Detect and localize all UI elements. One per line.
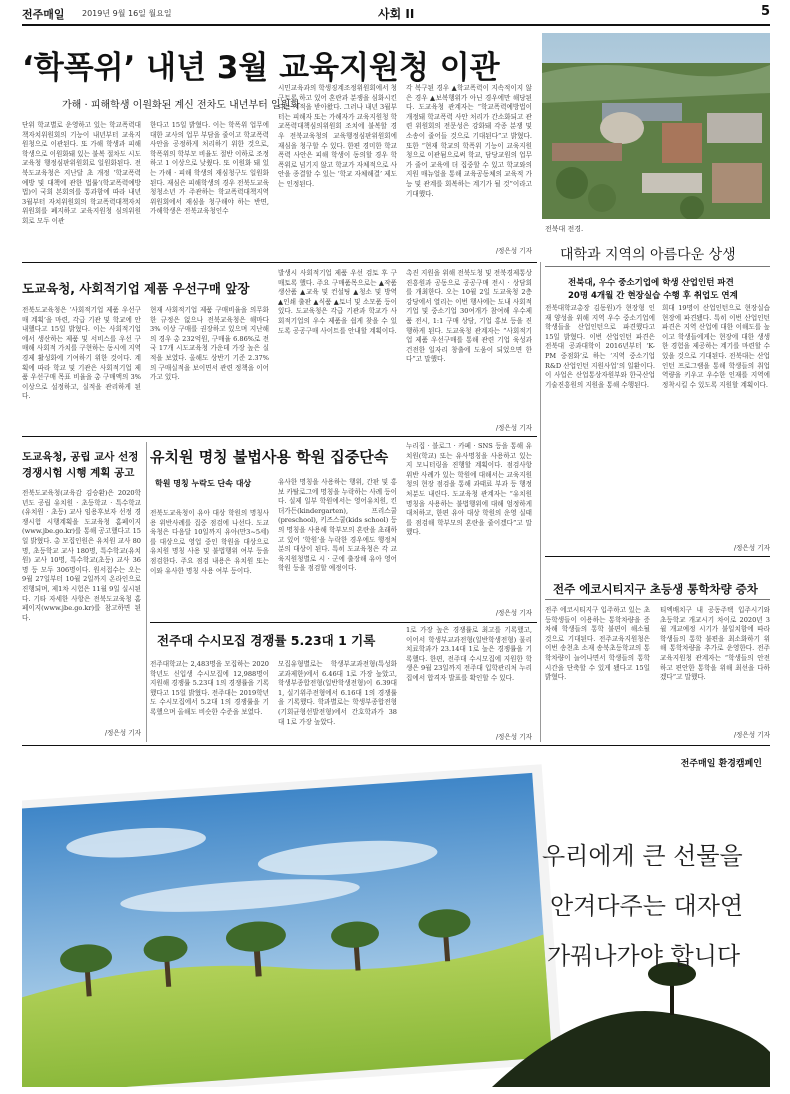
exam-col-2: 모집유형별로는 학생부교과전형(특성화교과제한)에서 6.46대 1로 가장 높았고, 학생부종합전형(일반학생전형)이 6.39대 1, 실기위주전형에서 6.16대 1의 경쟁률을 기록했다. 학과별로는 학생부종합전형(기회균형선발전형)에서 간호학과가 38대 1로 가장 높았다. [278,660,397,726]
univ-subhead-1: 전북대, 우수 중소기업에 학생 산업인턴 파견 [568,278,734,288]
univ-headline: 대학과 지역의 아름다운 상생 [560,247,736,263]
campaign-top-rule [22,745,770,746]
hire-divider [146,442,147,742]
lead-col-1: 단위 학교별로 운영하고 있는 학교폭력대책자치위원회의 기능이 내년부터 교육지원청으로 이관된다. 또 가해 학생과 피해 학생으로 이원화돼 있는 불복 절차도 시도교육청 행정심판위원회로 일원화된다. 전북도교육청은 지난달 초 개정 ‘학교폭력 예방 및 대책에 관한 법률’(학교폭력예방법)이 국회 본회의를 통과함에 따라 내년 3월부터 자치위원회의 학교폭력대책자치위원회를 폐지하고 교육지원청 심의위원회로 모두 이관 [22,121,141,225]
kinder-col-1: 전북도교육청이 유아 대상 학원의 명칭사용 위반사례를 집중 점검에 나선다. 도교육청은 다음달 10일까지 유아(만3~5세)를 대상으로 영업 중인 학원을 대상으로 유치원 명칭 사용 및 불법행위 여부 등을 점검한다. 주요 점검 내용은 유치원 또는 이와 유사한 명칭 사용 여부 등이다. [150,509,269,575]
product-col-4: 촉진 지원을 위해 전북도청 및 전북경제통상진흥원과 공동으로 공공구매 전시 · 상담회를 개최한다. 오는 10월 2일 도교육청 2층 강당에서 열리는 이번 행사에는 도내 사회적기업 및 중소기업 30여개가 참여해 우수제품 전시, 1:1 구매 상담, 기업 홍보 등을 진행하게 된다. 도교육청 관계자는 “사회적기업 제품 우선구매를 통해 관련 기업 육성과 건전한 일자리 창출에 도움이 되었으면 한다”고 말했다. [406,269,532,364]
kinder-col-3: 누리집 · 블로그 · 카페 · SNS 등을 통해 유치원(학교) 또는 유사명칭을 사용하고 있는지 모니터링을 진행할 계획이다. 점검사항 위반 사례가 있는 학원에 대해서는 교육지원청의 현장 점검을 통해 과태료 부과 등 행정처분도 내린다. 도교육청 관계자는 “유치원 명칭을 사용하는 불법행위에 대해 엄정하게 대처하고, 한편 유아 대상 학원의 운영 실태를 점검해 학부모의 혼란을 줄이겠다”고 말했다. [406,442,532,537]
lead-col-4: 각 복구된 경우 ▲학교폭력이 지속적이지 않은 경우 ▲보복행위가 아닌 경우에만 해당된다. 도교육청 관계자는 “학교폭력예방법이 개정돼 학교폭력 사안 처리가 간소화되고 관련 위원회의 전문성은 강화돼 각종 분쟁 및 소송이 줄어들 것으로 기대된다”고 밝혔다. 또한 “현재 학교의 학폭위 기능이 교육지원청으로 이관됨으로써 학교, 담당교원의 업무가 줄어 교육에 더 집중할 수 있고 학교와의 지원 매뉴얼을 통해 교육공동체의 교육적 가능 및 관계를 회복하는 계기가 될 것”이라고 기대했다. [406,84,532,198]
issue-date: 2019년 9월 16일 월요일 [82,9,172,18]
exam-headline: 전주대 수시모집 경쟁률 5.23대 1 기록 [157,633,376,648]
campaign-line-2: 안겨다주는 대자연 [550,892,744,920]
masthead: 전주매일 [22,8,65,21]
univ-col-1: 전북대학교총장 김동원)가 현장형 인재 양성을 위해 지역 우수 중소기업에 학생들을 산업인턴으로 파견했다고 15일 밝혔다. 이번 산업인턴 파견은 전북대 공과대학이 2016년부터 ‘K-PM 중점화’로 하는 ‘지역 중소기업 R&D 산업인턴 지원사업’의 일환이다. 이 사업은 산업통상자원부와 한국산업기술진흥원의 지원을 통해 수행된다. [545,304,655,389]
eco-col-3: 티엑배치구 내 공동주택 입주시기와 초등학교 개교시기 차이로 2020년 3월 개교예정 시기가 불일치함에 따라 학생들의 통학 불편을 최소화하기 위해 통학차량을 추가로 운영한다. 전주교육지원청 관계자는 “학생들의 안전하고 편안한 통학을 위해 최선을 다하겠다”고 말했다. [660,606,770,682]
lead-divider [22,262,537,263]
campus-photo [542,33,770,219]
lead-byline: /정은성 기자 [495,247,532,255]
right-column-divider [540,262,541,742]
kinder-divider [150,622,537,623]
univ-rule [545,266,770,267]
eco-headline: 전주 에코시티지구 초등생 통학차량 증차 [553,582,758,596]
page-header [22,4,770,24]
campaign-line-1: 우리에게 큰 선물을 [542,842,743,870]
product-col-2: 현재 사회적기업 제품 구매비율을 의무화한 규정은 없으나 전북교육청은 해마다 3% 이상 구매를 권장하고 있으며 지난해의 경우 총 232억원, 구매율 6.86%로 전국 17개 시도교육청 가운데 가장 높은 실적을 보였다. 올해도 상반기 기준 2.37%의 구매실적을 보이면서 관련 정책을 이어가고 있다. [150,306,269,382]
campaign-label: 전주매일 환경캠페인 [680,759,762,769]
exam-col-3: 1로 가장 높은 경쟁률로 최고를 기록했고, 이어서 학생부교과전형(일반학생전형) 물리치료학과가 23.14대 1로 높은 경쟁률을 기록했다. 한편, 전주대 수시모집에 지원한 학생은 9월 23일까지 전주대 입학관리처 누리집에서 합격자 발표를 확인할 수 있다. [406,626,532,682]
product-col-1: 전북도교육청은 ‘사회적기업 제품 우선구매 계획’을 마련, 각급 기관 및 학교에 안내했다고 15일 밝혔다. 이는 사회적기업에서 생산하는 제품 및 서비스를 우선 구매해 사회적 가치를 구현하는 동시에 지역경제 활성화에 기여하기 위한 것이다. 계획에 따라 학교 및 기관은 사회적기업 제품 우선구매 목표 비율을 총 구매액의 3% 이상으로 설정하고, 실적을 관리하게 된다. [22,306,141,401]
photo-caption: 전북대 전경. [545,225,584,233]
hire-col-1: 전북도교육청(교육감 김승환)은 2020학년도 공립 유치원 · 초등학교 · 특수학교(유치원 · 초등) 교사 임용후보자 선정 경쟁시험 시행계획을 도교육청 홈페이지(www.jbe.go.kr)를 통해 공고했다고 15일 밝혔다. 총 모집인원은 유치원 교사 80명, 초등학교 교사 180명, 특수학교(유치원) 교사 10명, 특수학교(초등) 교사 36명 등 모두 306명이다. 원서접수는 오는 9월 27일부터 10월 2일까지 온라인으로 진행되며, 제1차 시험은 11월 9일 실시된다. 기타 자세한 사항은 전북도교육청 홈페이지(www.jbe.go.kr)를 참고하면 된다. [22,489,141,622]
lead-subhead: 가해 · 피해학생 이원화된 계신 전차도 내년부터 일원화 [62,100,300,111]
univ-subhead-2: 20명 4개월 간 현장실습 수행 후 취업도 연계 [568,291,738,301]
kinder-col-2: 유사한 명칭을 사용하는 행위, 간판 및 홍보 카탈로그에 명칭을 누락하는 사례 등이다. 실제 일부 학원에서는 영어유치원, 킨더가든(kindergarten), 프리스쿨(preschool), 키즈스쿨(kids school) 등의 명칭을 사용해 학부모의 혼란을 초래하고 있어 ‘학원’을 누락한 경우에도 행정처분의 대상이 된다. 특히 도교육청은 각 교육지원청별로 시 · 군에 출장해 유아 영어학원 등을 점검할 예정이다. [278,478,397,573]
univ-col-2: 희대 19명이 산업인턴으로 현장실습 현장에 파견됐다. 특히 이번 산업인턴 파견은 지역 산업에 대한 이해도를 높이고 학생들에게는 현장에 대한 생생한 경험을 제공하는 계기를 마련할 수 있을 것으로 기대된다. 전북대는 산업인턴 프로그램을 통해 학생들의 취업 역량을 키우고 우수한 인재를 지역에 정착시킬 수 있도록 지원할 계획이다. [662,304,770,389]
product-byline: /정은성 기자 [495,424,532,432]
hire-headline-1: 도교육청, 공립 교사 선정 [22,451,139,463]
exam-byline: /정은성 기자 [495,733,532,741]
campaign-ad [22,752,770,1087]
campus-aerial-image [542,33,770,219]
product-divider [22,436,537,437]
hire-byline: /정은성 기자 [104,729,141,737]
lead-headline: ‘학폭위’ 내년 3월 교육지원청 이관 [22,50,500,86]
kinder-byline: /정은성 기자 [495,609,532,617]
section-name: 사회 II [378,7,415,21]
product-headline: 도교육청, 사회적기업 제품 우선구매 앞장 [22,281,250,296]
exam-col-1: 전주대학교는 2,483명을 모집하는 2020학년도 신입생 수시모집에 12,988명이 지원해 경쟁률 5.23대 1의 경쟁률을 기록했다고 15일 밝혔다. 전주대는 2019학년도 수시모집에서 5.2대 1의 경쟁률을 기록했으며 올해도 비슷한 수준을 보였다. [150,660,269,716]
eco-col-1: 전주 에코시티지구 입주하고 있는 초등학생들이 이용하는 통학차량을 증차해 학생들의 통학 불편이 해소될 것으로 기대된다. 전주교육지원청은 이번 송천초 소재 송북초등학교의 통학차량이 늘어나면서 학생들의 통학시간을 단축할 수 있게 됐다고 15일 밝혔다. [545,606,650,682]
hire-headline-2: 경쟁시험 시행 계획 공고 [22,467,135,479]
kinder-headline: 유치원 명칭 불법사용 학원 집중단속 [150,448,389,466]
page-number: 5 [760,4,770,19]
lead-col-3: 시민교육과의 학생징계조정위원회에서 청구토록 하고 있어 혼란과 분쟁을 심화시킨다는 지적을 받아왔다. 그러나 내년 3월부터는 피해자 또는 가해자가 교육지원청 학교폭력대책심의위원회 조치에 불복할 경우 전북교육청의 교육행정심판위원회에 재심을 청구할 수 있다. 한편 경미한 학교폭력 사안은 피해 학생이 동의할 경우 학폭위로 넘기지 않고 학교가 자체적으로 사안을 종결할 수 있는 ‘학교 자체해결’ 제도는 인정된다. [278,84,397,188]
header-rule [22,24,770,26]
kinder-subhead: 학원 명칭 누락도 단속 대상 [155,479,252,488]
eco-rule [545,599,770,600]
eco-byline: /정은성 기자 [733,731,770,739]
univ-bottom-rule [545,556,770,557]
lead-col-2: 한다고 15일 밝혔다. 이는 학폭위 업무에 대한 교사의 업무 부담을 줄이고 학교폭력 사안을 공정하게 처리하기 위한 것으로, 학폭위의 학부모 비율도 절반 이하로 조정하고 1 이상으로 낮췄다. 또 이원화 돼 있는 가해 · 피해 학생의 재심청구도 일원화된다. 재심은 피해학생의 경우 전북도교육청청소년 가 주관하는 학교폭력대책지역위원회에서 재심을 청구해야 하는 반면, 가해학생은 전북교육청인수 [150,121,269,216]
campaign-line-3: 가꿔나가야 합니다 [547,942,741,970]
product-col-3: 발생시 사회적기업 제품 우선 검토 후 구매토록 했다. 주요 구매품목으로는 ▲작품 생산품 ▲교육 및 컨설팅 ▲청소 및 방역 ▲인쇄 출판 ▲식품 ▲토너 및 소모품 등이 있다. 도교육청은 각급 기관과 학교가 사회적기업의 우수 제품을 쉽게 찾을 수 있도록 공공구매 사이트를 안내할 계획이다. [278,269,397,335]
univ-byline: /정은성 기자 [733,544,770,552]
